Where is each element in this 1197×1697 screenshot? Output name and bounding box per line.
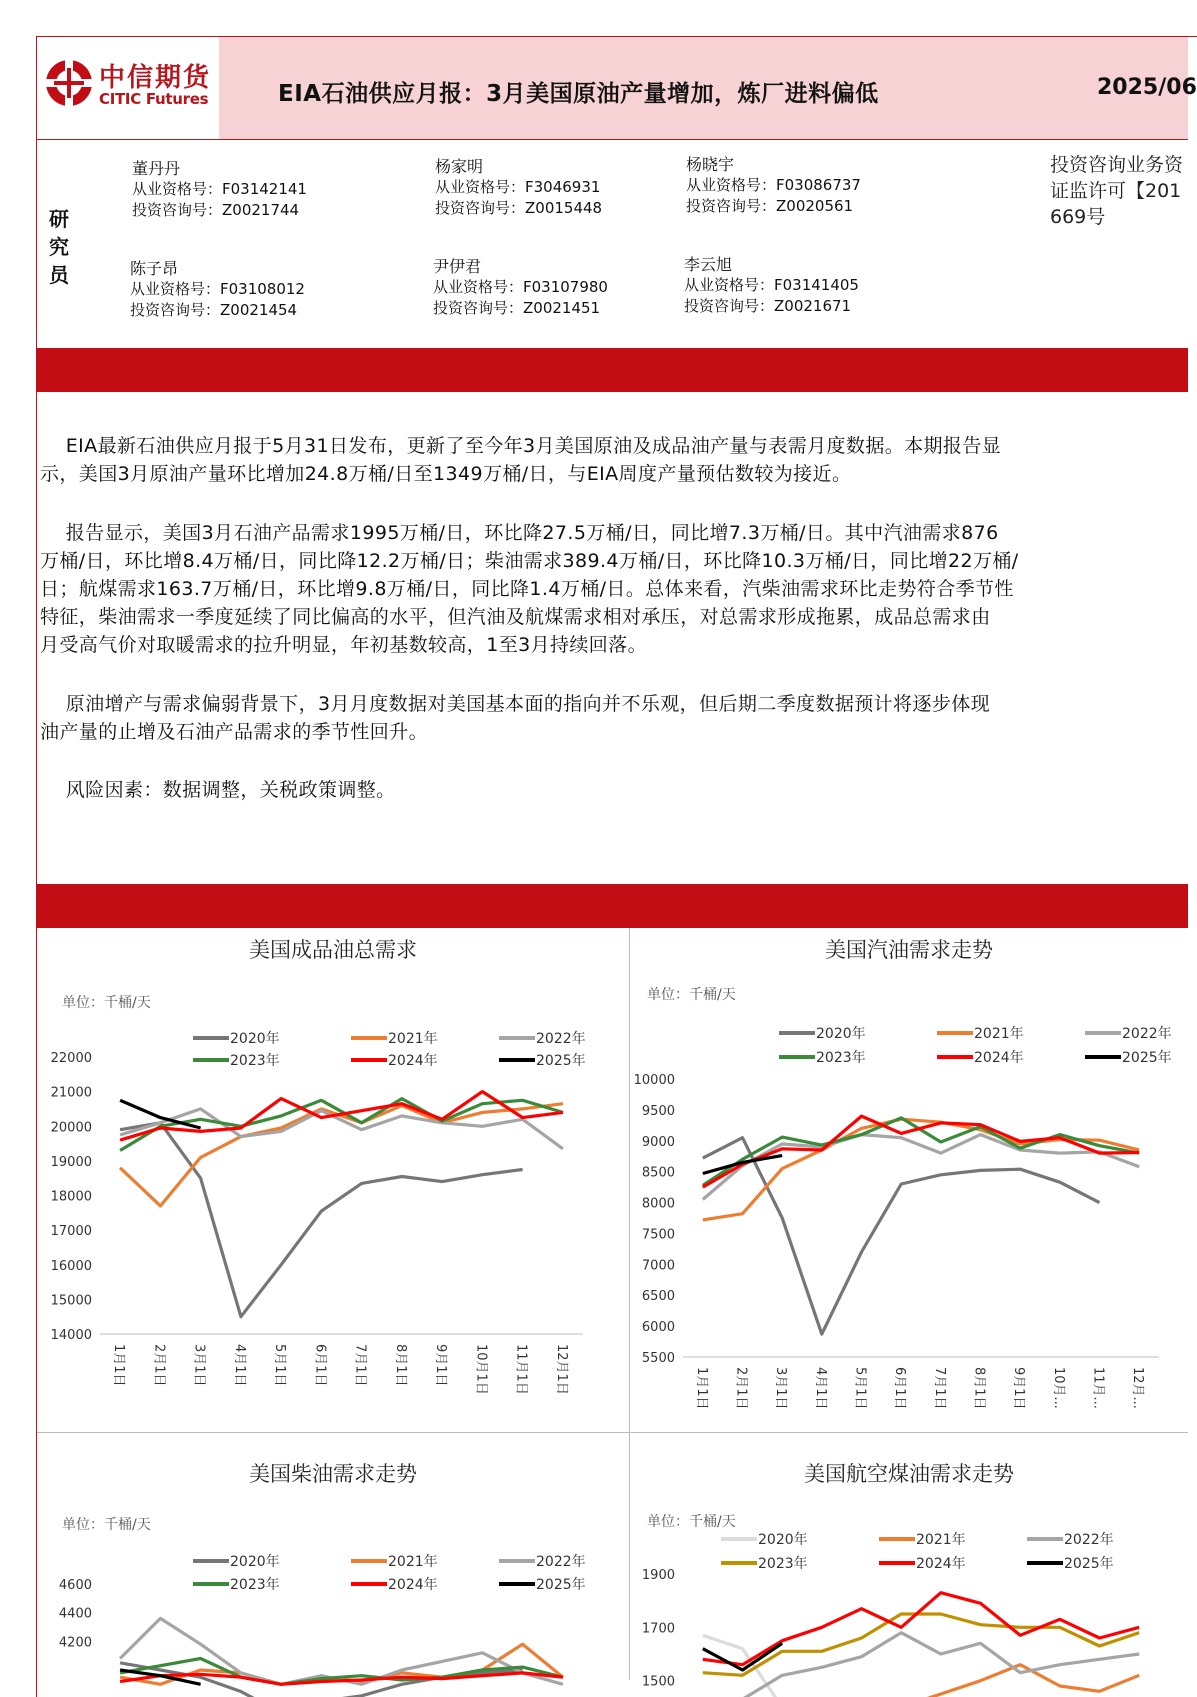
- legend-entry: 2021年: [388, 1554, 438, 1570]
- y-tick-label: 20000: [50, 1120, 92, 1136]
- legend-entry: 2025年: [1064, 1556, 1114, 1572]
- analyst-consult-id: 投资咨询号：Z0021671: [684, 297, 852, 315]
- analyst-qualification: 从业资格号：F03107980: [433, 278, 608, 296]
- x-tick-label: 5月1日: [852, 1367, 868, 1410]
- chart-unit-label: 单位：千桶/天: [62, 1517, 151, 1533]
- series-line: [703, 1138, 1100, 1334]
- x-tick-label: 9月1日: [1011, 1367, 1027, 1410]
- analyst-consult-id: 投资咨询号：Z0021744: [132, 201, 300, 219]
- logo-text-cn: 中信期货: [99, 63, 212, 93]
- x-tick-group: [473, 1344, 488, 1395]
- x-tick-group: [312, 1344, 327, 1387]
- y-tick-label: 1700: [641, 1621, 675, 1637]
- legend-entry: 2025年: [536, 1577, 586, 1593]
- x-tick-label: 4月1日: [231, 1344, 247, 1387]
- x-tick-group: [272, 1344, 287, 1387]
- x-tick-group: [813, 1367, 828, 1410]
- y-tick-label: 19000: [50, 1154, 92, 1170]
- legend-entry: 2022年: [1064, 1532, 1114, 1548]
- report-title: EIA石油供应月报：3月美国原油产量增加，炼厂进料偏低: [278, 81, 879, 107]
- chart-gasoline-demand: [631, 929, 1188, 1431]
- y-tick-label: 8500: [641, 1165, 675, 1181]
- x-tick-group: [192, 1344, 207, 1387]
- citic-logo-icon: [44, 58, 94, 108]
- x-tick-label: 12月1日: [553, 1344, 569, 1395]
- x-tick-label: 2月1日: [151, 1344, 167, 1387]
- legend-entry: 2022年: [1122, 1026, 1172, 1042]
- license-line: 投资咨询业务资: [1050, 154, 1184, 176]
- x-tick-group: [1130, 1367, 1145, 1409]
- legend-entry: 2022年: [536, 1031, 586, 1047]
- x-tick-label: 10月1日: [473, 1344, 489, 1395]
- y-tick-label: 8000: [641, 1196, 675, 1212]
- y-tick-label: 16000: [50, 1258, 92, 1274]
- legend-entry: 2020年: [816, 1026, 866, 1042]
- series-line: [703, 1119, 1139, 1220]
- series-line: [120, 1123, 522, 1317]
- report-header: [37, 37, 1197, 140]
- x-tick-group: [892, 1367, 907, 1410]
- analyst-card: [130, 258, 305, 321]
- x-tick-group: [433, 1344, 448, 1387]
- x-tick-group: [393, 1344, 408, 1387]
- legend-entry: 2023年: [230, 1053, 280, 1069]
- analyst-consult-id: 投资咨询号：Z0020561: [686, 197, 854, 215]
- y-tick-label: 22000: [50, 1051, 92, 1066]
- legend-entry: 2020年: [758, 1532, 808, 1548]
- x-tick-group: [111, 1344, 126, 1387]
- analyst-consult-id: 投资咨询号：Z0021454: [130, 301, 298, 319]
- x-tick-group: [554, 1344, 569, 1395]
- section-band: [37, 348, 1188, 392]
- legend-entry: 2023年: [816, 1050, 866, 1066]
- y-tick-label: 21000: [50, 1085, 92, 1101]
- legend-entry: 2024年: [916, 1556, 966, 1572]
- x-tick-label: 10月...: [1050, 1367, 1066, 1409]
- y-tick-label: 6000: [641, 1320, 675, 1336]
- chart-unit-label: 单位：千桶/天: [62, 995, 151, 1011]
- chart-title: 美国柴油需求走势: [249, 1462, 417, 1486]
- x-tick-group: [773, 1367, 788, 1410]
- analyst-card: [435, 156, 602, 219]
- x-tick-label: 2月1日: [733, 1367, 749, 1410]
- x-tick-group: [514, 1344, 529, 1395]
- y-tick-label: 18000: [50, 1189, 92, 1205]
- chart-total-demand: [38, 929, 628, 1431]
- summary-paragraph: 风险因素：数据调整，关税政策调整。: [40, 779, 396, 801]
- x-tick-label: 11月1日: [513, 1344, 529, 1395]
- x-tick-group: [734, 1367, 749, 1410]
- x-tick-label: 1月1日: [693, 1367, 709, 1410]
- y-tick-label: 10000: [633, 1073, 675, 1088]
- analyst-consult-id: 投资咨询号：Z0015448: [435, 199, 603, 217]
- y-tick-label: 7000: [641, 1258, 675, 1274]
- x-tick-label: 4月1日: [812, 1367, 828, 1410]
- y-tick-label: 14000: [50, 1328, 92, 1343]
- analyst-consult-id: 投资咨询号：Z0021451: [433, 299, 601, 317]
- summary-paragraph: EIA最新石油供应月报于5月31日发布，更新了至今年3月美国原油及成品油产量与表需月度数据。本期报告显 示，美国3月原油产量环比增加24.8万桶/日至1349万桶/日，与EIA周度产量预估数较为接近。: [40, 435, 1002, 485]
- y-tick-label: 1900: [641, 1568, 675, 1583]
- x-tick-group: [232, 1344, 247, 1387]
- x-tick-group: [1091, 1367, 1106, 1409]
- y-tick-label: 1500: [641, 1674, 675, 1690]
- logo-text-en: CITIC Futures: [99, 90, 209, 108]
- panel-divider: [629, 928, 630, 1680]
- analyst-card: [684, 254, 859, 317]
- legend-entry: 2024年: [388, 1053, 438, 1069]
- chart-jet-demand: [631, 1434, 1188, 1690]
- chart-unit-label: 单位：千桶/天: [647, 1514, 736, 1530]
- chart-unit-label: 单位：千桶/天: [647, 987, 736, 1003]
- analyst-name: 董丹丹: [132, 159, 181, 178]
- y-tick-label: 4400: [58, 1606, 92, 1622]
- y-tick-label: 5500: [641, 1351, 675, 1366]
- x-tick-label: 3月1日: [773, 1367, 789, 1410]
- analyst-name: 杨家明: [435, 157, 484, 176]
- x-tick-group: [932, 1367, 947, 1410]
- y-tick-label: 7500: [641, 1227, 675, 1243]
- legend-entry: 2024年: [974, 1050, 1024, 1066]
- x-tick-label: 5月1日: [272, 1344, 288, 1387]
- legend-entry: 2023年: [758, 1556, 808, 1572]
- chart-title: 美国汽油需求走势: [825, 938, 993, 962]
- x-tick-group: [1011, 1367, 1026, 1410]
- y-tick-label: 9500: [641, 1103, 675, 1119]
- analyst-name: 杨晓宇: [686, 155, 735, 174]
- x-tick-label: 9月1日: [433, 1344, 449, 1387]
- legend-entry: 2020年: [230, 1031, 280, 1047]
- analyst-label: 研究员: [49, 207, 69, 287]
- chart-title: 美国成品油总需求: [249, 938, 417, 962]
- analyst-card: [433, 256, 608, 319]
- analyst-name: 尹伊君: [433, 257, 482, 276]
- x-tick-label: 11月...: [1090, 1367, 1106, 1409]
- summary-paragraph: 原油增产与需求偏弱背景下，3月月度数据对美国基本面的指向并不乐观，但后期二季度数据预计将逐步体现 油产量的止增及石油产品需求的季节性回升。: [40, 693, 991, 743]
- analyst-name: 陈子昂: [130, 259, 179, 278]
- legend-entry: 2023年: [230, 1577, 280, 1593]
- x-tick-group: [1051, 1367, 1066, 1409]
- analyst-qualification: 从业资格号：F03086737: [686, 176, 861, 194]
- x-tick-label: 8月1日: [392, 1344, 408, 1387]
- summary-paragraph: 报告显示，美国3月石油产品需求1995万桶/日，环比降27.5万桶/日，同比增7.3万桶/日。其中汽油需求876 万桶/日，环比增8.4万桶/日，同比降12.2万桶/日；柴油需求389.4万桶/日，环比降10.3万桶/日，同比增22万桶/ 日；航煤需求163.7万桶/日，环比增9.8万桶/日，同比降1.4万桶/日。总体来看，汽柴油需求环比走势符合季节性 特征，柴油需求一季度延续了同比偏高的水平，但汽油及航煤需求相对承压，对总需求形成拖累，成品总需求由 月受高气价对取暖需求的拉升明显，年初基数较高，1至3月持续回落。: [40, 522, 1019, 656]
- x-tick-group: [694, 1367, 709, 1410]
- analyst-name: 李云旭: [684, 255, 733, 274]
- analyst-qualification: 从业资格号：F03141405: [684, 276, 859, 294]
- license-line: 669号: [1050, 206, 1106, 228]
- x-tick-group: [972, 1367, 987, 1410]
- x-tick-label: 8月1日: [971, 1367, 987, 1410]
- y-tick-label: 4600: [58, 1578, 92, 1593]
- legend-entry: 2024年: [388, 1577, 438, 1593]
- legend-entry: 2025年: [1122, 1050, 1172, 1066]
- x-tick-label: 3月1日: [191, 1344, 207, 1387]
- x-tick-group: [151, 1344, 166, 1387]
- y-tick-label: 6500: [641, 1289, 675, 1305]
- x-tick-label: 1月1日: [111, 1344, 127, 1387]
- x-tick-group: [353, 1344, 368, 1387]
- logo: [37, 37, 219, 139]
- chart-title: 美国航空煤油需求走势: [804, 1462, 1014, 1486]
- license-line: 证监许可【201: [1050, 180, 1182, 202]
- x-tick-label: 7月1日: [931, 1367, 947, 1410]
- license-info: [1050, 152, 1183, 230]
- x-tick-label: 6月1日: [312, 1344, 328, 1387]
- legend-entry: 2021年: [388, 1031, 438, 1047]
- report-date: 2025/06: [1097, 75, 1197, 100]
- x-tick-group: [853, 1367, 868, 1410]
- analyst-qualification: 从业资格号：F03108012: [130, 280, 305, 298]
- x-tick-label: 7月1日: [352, 1344, 368, 1387]
- y-tick-label: 4200: [58, 1635, 92, 1651]
- analyst-qualification: 从业资格号：F3046931: [435, 178, 601, 196]
- legend-entry: 2021年: [916, 1532, 966, 1548]
- legend-entry: 2025年: [536, 1053, 586, 1069]
- section-band: [37, 884, 1188, 928]
- analyst-card: [132, 158, 307, 221]
- legend-entry: 2022年: [536, 1554, 586, 1570]
- legend-entry: 2021年: [974, 1026, 1024, 1042]
- chart-diesel-demand: [38, 1434, 628, 1680]
- x-tick-label: 12月...: [1130, 1367, 1146, 1409]
- panel-divider: [37, 1432, 1188, 1433]
- y-tick-label: 17000: [50, 1224, 92, 1240]
- y-tick-label: 9000: [641, 1134, 675, 1150]
- y-tick-label: 15000: [50, 1293, 92, 1309]
- legend-entry: 2020年: [230, 1554, 280, 1570]
- analyst-card: [686, 154, 861, 217]
- x-tick-label: 6月1日: [892, 1367, 908, 1410]
- analyst-qualification: 从业资格号：F03142141: [132, 180, 307, 198]
